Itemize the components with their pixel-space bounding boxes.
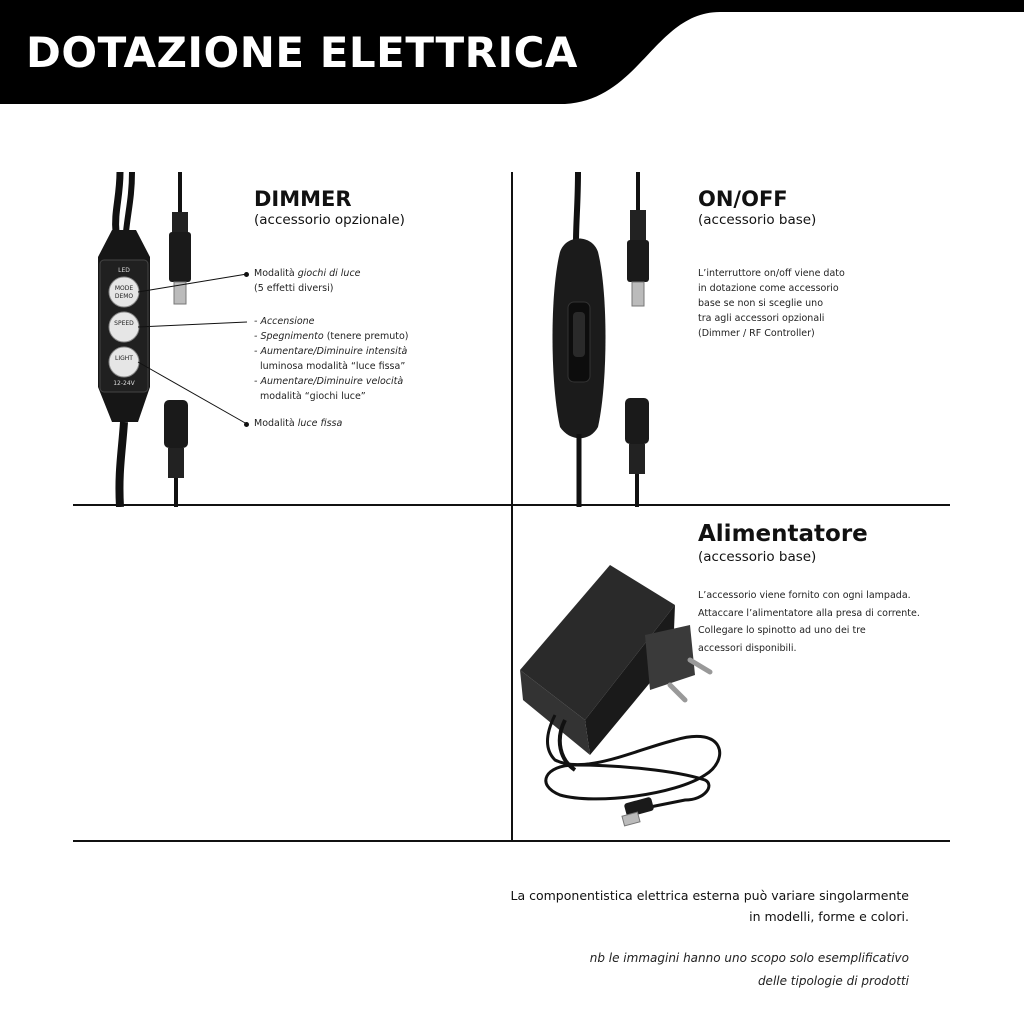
annotation-speed — [254, 314, 409, 404]
alimentatore-title: Alimentatore — [698, 521, 868, 547]
onoff-desc-line: L’interruttore on/off viene dato — [698, 268, 845, 279]
note-line: delle tipologie di prodotti — [757, 974, 909, 988]
mode-button — [109, 277, 139, 307]
note-line: nb le immagini hanno uno scopo solo esemplificativo — [589, 951, 909, 965]
alimentatore-subtitle: (accessorio base) — [698, 549, 817, 565]
speed-annot-5: - Aumentare/Diminuire velocità — [254, 376, 404, 387]
mode-label: MODE — [114, 285, 134, 292]
footer-line: La componentistica elettrica esterna può variare singolarmente — [510, 888, 909, 903]
page-header — [0, 0, 1024, 110]
speed-annot-1: - Accensione — [254, 316, 315, 327]
annotation-dot-mode — [244, 272, 249, 277]
onoff-description — [698, 266, 845, 341]
footer-note — [590, 947, 909, 993]
onoff-illustration — [540, 172, 670, 507]
dimmer-title: DIMMER — [254, 187, 352, 211]
light-label: LIGHT — [115, 355, 133, 362]
footer-line: in modelli, forme e colori. — [749, 909, 909, 924]
alimentatore-description — [698, 587, 920, 657]
onoff-desc-line: tra agli accessori opzionali — [698, 313, 825, 324]
light-annot-prefix: Modalità — [254, 418, 298, 429]
mode-annot-line2: (5 effetti diversi) — [254, 283, 334, 294]
footer-disclaimer — [511, 885, 909, 927]
page-title: DOTAZIONE ELETTRICA — [26, 28, 578, 77]
voltage-label: 12-24V — [113, 380, 135, 387]
onoff-subtitle: (accessorio base) — [698, 212, 817, 228]
alim-desc-line: L’accessorio viene fornito con ogni lampada. — [698, 590, 911, 601]
onoff-desc-line: (Dimmer / RF Controller) — [698, 328, 815, 339]
alim-desc-line: Attaccare l’alimentatore alla presa di corrente. — [698, 607, 920, 619]
divider-bottom — [73, 840, 950, 842]
onoff-title: ON/OFF — [698, 187, 788, 211]
mode-annot-em: giochi di luce — [297, 268, 361, 279]
speed-annot-6: modalità “giochi luce” — [260, 391, 366, 402]
speed-annot-4: luminosa modalità “luce fissa” — [260, 361, 406, 372]
speed-button — [109, 312, 139, 342]
annotation-light — [254, 416, 342, 431]
alim-desc-line: accessori disponibili. — [698, 642, 797, 654]
onoff-desc-line: in dotazione come accessorio — [698, 283, 839, 294]
annotation-mode — [254, 266, 361, 296]
mode-annot-prefix: Modalità — [254, 268, 298, 279]
dimmer-illustration — [90, 172, 250, 507]
onoff-desc-line: base se non si sceglie uno — [698, 298, 824, 309]
annotation-dot-speed — [244, 320, 249, 325]
demo-label: DEMO — [114, 293, 134, 300]
alim-desc-line: Collegare lo spinotto ad uno dei tre — [698, 625, 866, 636]
light-button — [109, 347, 139, 377]
divider-vertical — [511, 172, 513, 842]
speed-annot-2a: - Spegnimento — [254, 331, 324, 342]
annotation-dot-light — [244, 422, 249, 427]
speed-label: SPEED — [114, 320, 134, 327]
dimmer-subtitle: (accessorio opzionale) — [254, 212, 405, 228]
speed-annot-3: - Aumentare/Diminuire intensità — [254, 346, 408, 357]
light-annot-em: luce fissa — [297, 418, 343, 429]
led-label: LED — [118, 267, 130, 274]
speed-annot-2b: (tenere premuto) — [323, 331, 409, 342]
